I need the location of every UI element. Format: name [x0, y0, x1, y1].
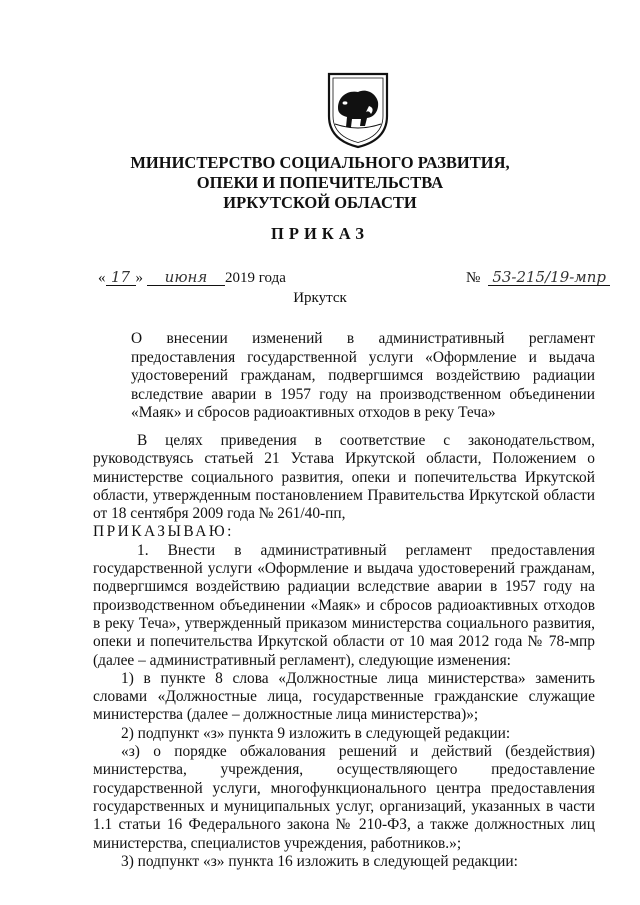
org-line-2: ОПЕКИ И ПОПЕЧИТЕЛЬСТВА [196, 173, 444, 192]
paragraph-1-item-2-text: «з) о порядке обжалования решений и действий (бездействия) министерства, учреждения, осуществляющего предоставление государственной услуги, многофункционального центра предоставления государственных и муниципальных услуг, организаций, указанных в части 1.1 статьи 16 Федерального закона № 210-ФЗ, а также должностных лиц министерства, специалистов учреждения, работников.»; [93, 743, 595, 852]
quote-close: » [135, 270, 143, 286]
city-name: Иркутск [293, 290, 347, 306]
quote-open: « [98, 270, 106, 286]
document-number: 53-215/19-мпр [492, 268, 607, 286]
org-line-1: МИНИСТЕРСТВО СОЦИАЛЬНОГО РАЗВИТИЯ, [130, 153, 510, 172]
command-word: ПРИКАЗЫВАЮ: [93, 523, 234, 541]
document-subject: О внесении изменений в административный регламент предоставления государственной услуги «Оформление и выдача удостоверений гражданам, подвергшимся воздействию радиации вследствие аварии в 1957 году на производственном объединении «Маяк» и сбросов радиоактивных отходов в реку Теча» [131, 330, 595, 421]
date-day: 17 [110, 268, 131, 286]
preamble-paragraph: В целях приведения в соответствие с законодательством, руководствуясь статьей 21 Устава Иркутской области, Положением о министерстве социального развития, опеки и попечительства Иркутской области, утвержденным постановлением Правительства Иркутской области от 18 сентября 2009 года № 261/40-пп, [93, 432, 595, 523]
coat-of-arms-icon [325, 70, 391, 150]
date-field [98, 270, 286, 287]
org-line-3: ИРКУТСКОЙ ОБЛАСТИ [223, 193, 417, 212]
document-body [93, 432, 595, 871]
paragraph-1-item-1: 1) в пункте 8 слова «Должностные лица министерства» заменить словами «Должностные лица, государственные гражданские служащие министерства (далее – должностные лица министерства)»; [93, 669, 595, 724]
paragraph-1-item-2: 2) подпункт «з» пункта 9 изложить в следующей редакции: [121, 724, 511, 742]
document-number-field [466, 270, 610, 287]
paragraph-1: 1. Внести в административный регламент предоставления государственной услуги «Оформление и выдача удостоверений гражданам, подвергшимся воздействию радиации вследствие аварии в 1957 году на производственном объединении «Маяк» и сбросов радиоактивных отходов в реку Теча», утвержденный приказом министерства социального развития, опеки и попечительства Иркутской области от 10 мая 2012 года № 78-мпр (далее – административный регламент), следующие изменения: [93, 541, 595, 669]
document-type-title: ПРИКАЗ [271, 224, 369, 243]
date-year: 2019 года [225, 270, 286, 286]
paragraph-1-item-3: 3) подпункт «з» пункта 16 изложить в следующей редакции: [121, 852, 518, 870]
organization-name [0, 153, 640, 213]
number-label: № [466, 270, 481, 286]
date-month: июня [164, 268, 208, 286]
